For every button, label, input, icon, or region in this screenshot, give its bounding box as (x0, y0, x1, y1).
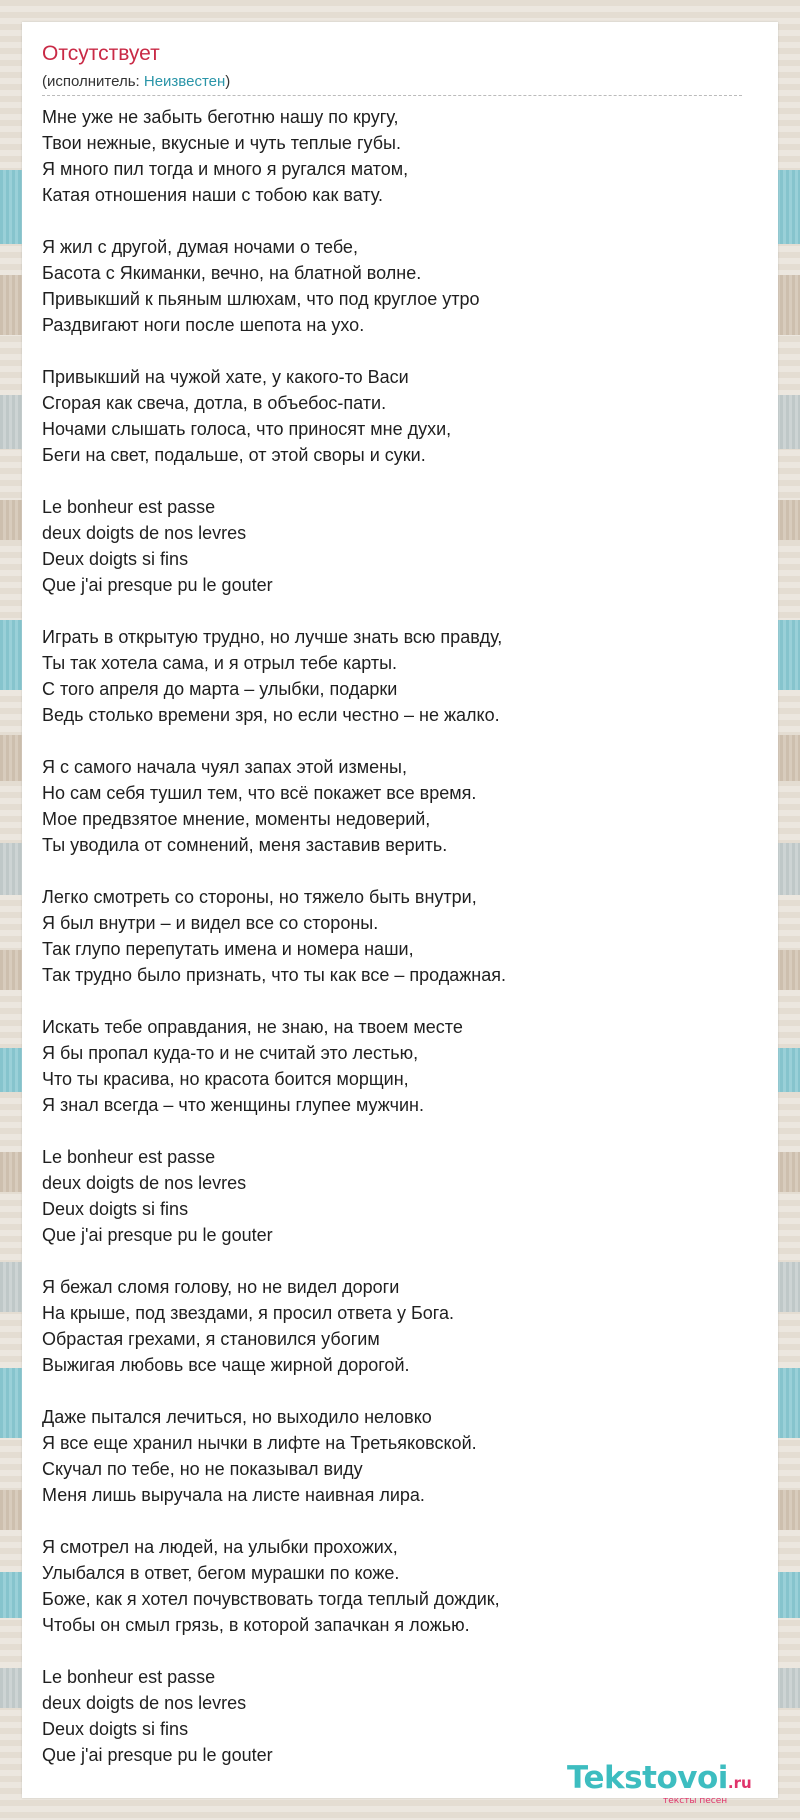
lyric-line: Я был внутри – и видел все со стороны. (42, 913, 379, 933)
lyric-line: Ты так хотела сама, и я отрыл тебе карты. (42, 653, 398, 673)
lyric-line: Deux doigts si fins (42, 549, 189, 569)
lyric-line: Басота с Якиманки, вечно, на блатной волне. (42, 263, 422, 283)
stanza-gap (42, 858, 752, 884)
logo-wordmark (567, 1760, 752, 1796)
lyric-line: Даже пытался лечиться, но выходило неловко (42, 1407, 432, 1427)
lyric-line: Que j'ai presque pu le gouter (42, 1745, 273, 1765)
stanza-gap (42, 1118, 752, 1144)
artist-suffix: ) (225, 73, 231, 90)
lyric-line: Обрастая грехами, я становился убогим (42, 1329, 380, 1349)
lyric-line: Ночами слышать голоса, что приносят мне духи, (42, 419, 452, 439)
lyric-line: Я много пил тогда и много я ругался матом, (42, 159, 409, 179)
lyric-line: Deux doigts si fins (42, 1719, 189, 1739)
stanza-gap (42, 728, 752, 754)
lyric-line: Я смотрел на людей, на улыбки прохожих, (42, 1537, 398, 1557)
song-title: Отсутствует (42, 42, 160, 65)
lyric-line: Deux doigts si fins (42, 1199, 189, 1219)
lyric-line: Скучал по тебе, но не показывал виду (42, 1459, 363, 1479)
lyric-line: Но сам себя тушил тем, что всё покажет все время. (42, 783, 477, 803)
lyric-line: Так трудно было признать, что ты как все – продажная. (42, 965, 506, 985)
lyric-line: deux doigts de nos levres (42, 1693, 247, 1713)
lyric-line: Привыкший на чужой хате, у какого-то Васи (42, 367, 409, 387)
lyric-line: Искать тебе оправдания, не знаю, на твоем месте (42, 1017, 463, 1037)
stanza-gap (42, 1378, 752, 1404)
logo-domain: .ru (727, 1774, 752, 1792)
lyric-line: Твои нежные, вкусные и чуть теплые губы. (42, 133, 401, 153)
lyric-line: Боже, как я хотел почувствовать тогда теплый дождик, (42, 1589, 500, 1609)
lyric-line: Так глупо перепутать имена и номера наши, (42, 939, 414, 959)
lyric-line: Легко смотреть со стороны, но тяжело быть внутри, (42, 887, 477, 907)
lyric-line: Катая отношения наши с тобою как вату. (42, 185, 384, 205)
stanza-gap (42, 468, 752, 494)
artist-prefix: (исполнитель: (42, 73, 144, 90)
lyric-line: deux doigts de nos levres (42, 1173, 247, 1193)
lyric-line: Мне уже не забыть беготню нашу по кругу, (42, 107, 399, 127)
lyric-line: Играть в открытую трудно, но лучше знать всю правду, (42, 627, 503, 647)
lyric-line: Сгорая как свеча, дотла, в объебос-пати. (42, 393, 387, 413)
lyric-line: Я знал всегда – что женщины глупее мужчин. (42, 1095, 424, 1115)
lyric-line: Ведь столько времени зря, но если честно – не жалко. (42, 705, 500, 725)
lyric-line: Le bonheur est passe (42, 1667, 216, 1687)
lyrics-text (42, 104, 752, 1768)
lyric-line: Мое предвзятое мнение, моменты недоверий, (42, 809, 431, 829)
lyric-line: Привыкший к пьяным шлюхам, что под круглое утро (42, 289, 480, 309)
lyric-line: Ты уводила от сомнений, меня заставив верить. (42, 835, 448, 855)
lyric-line: Раздвигают ноги после шепота на ухо. (42, 315, 365, 335)
artist-line (42, 73, 230, 90)
site-logo[interactable] (567, 1760, 777, 1806)
stanza-gap (42, 1248, 752, 1274)
lyric-line: Что ты красива, но красота боится морщин, (42, 1069, 409, 1089)
lyric-line: Que j'ai presque pu le gouter (42, 575, 273, 595)
lyric-line: С того апреля до марта – улыбки, подарки (42, 679, 398, 699)
lyrics-card (22, 22, 778, 1806)
stanza-gap (42, 1508, 752, 1534)
title-divider (42, 95, 742, 96)
lyric-line: Улыбался в ответ, бегом мурашки по коже. (42, 1563, 400, 1583)
logo-name: Tekstovoi (567, 1760, 728, 1796)
stanza-gap (42, 1638, 752, 1664)
stanza-gap (42, 208, 752, 234)
lyric-line: Que j'ai presque pu le gouter (42, 1225, 273, 1245)
lyric-line: Я жил с другой, думая ночами о тебе, (42, 237, 358, 257)
artist-link[interactable]: Неизвестен (143, 73, 226, 90)
lyric-line: Чтобы он смыл грязь, в которой запачкан я ложью. (42, 1615, 470, 1635)
lyric-line: Я бы пропал куда-то и не считай это лестью, (42, 1043, 419, 1063)
lyric-line: На крыше, под звездами, я просил ответа у Бога. (42, 1303, 454, 1323)
lyric-line: Я бежал сломя голову, но не видел дороги (42, 1277, 400, 1297)
lyric-line: Le bonheur est passe (42, 497, 216, 517)
stanza-gap (42, 338, 752, 364)
lyric-line: Меня лишь выручала на листе наивная лира. (42, 1485, 425, 1505)
lyric-line: deux doigts de nos levres (42, 523, 247, 543)
stanza-gap (42, 598, 752, 624)
lyric-line: Я все еще хранил нычки в лифте на Третьяковской. (42, 1433, 477, 1453)
lyric-line: Выжигая любовь все чаще жирной дорогой. (42, 1355, 410, 1375)
lyric-line: Я с самого начала чуял запах этой измены, (42, 757, 407, 777)
logo-tagline: тексты песен (663, 1796, 728, 1806)
lyric-line: Беги на свет, подальше, от этой своры и суки. (42, 445, 426, 465)
lyric-line: Le bonheur est passe (42, 1147, 216, 1167)
stanza-gap (42, 988, 752, 1014)
